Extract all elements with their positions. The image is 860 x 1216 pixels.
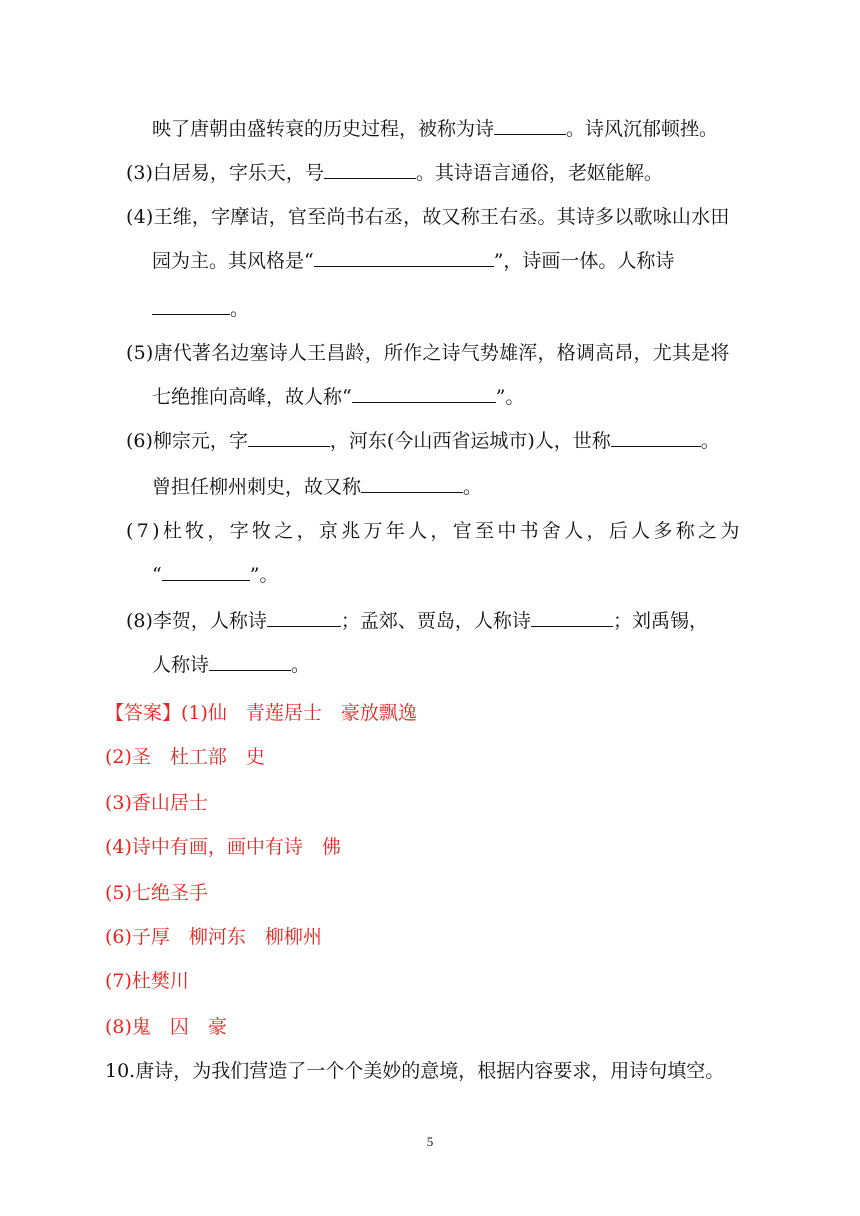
item-7: (7)杜牧，字牧之，京兆万年人，官至中书舍人，后人多称之为 xyxy=(126,520,743,542)
answer-6: (6)子厚 柳河东 柳柳州 xyxy=(105,926,322,948)
answer-1: 【答案】(1)仙 青莲居士 豪放飘逸 xyxy=(105,702,417,724)
text-line-1: 映了唐朝由盛转衰的历史过程，被称为诗 。诗风沉郁顿挫。 xyxy=(152,118,719,140)
fill-blank[interactable] xyxy=(267,608,341,627)
fill-blank[interactable] xyxy=(324,160,416,179)
item-4-cont2: 。 xyxy=(152,296,249,322)
fill-blank[interactable] xyxy=(209,652,291,671)
item-4-cont: 园为主。其风格是“ ”，诗画一体。人称诗 xyxy=(152,250,675,272)
fill-blank[interactable] xyxy=(152,296,230,315)
question-10: 10.唐诗，为我们营造了一个个美妙的意境，根据内容要求，用诗句填空。 xyxy=(105,1060,725,1082)
answer-5: (5)七绝圣手 xyxy=(105,882,208,904)
fill-blank[interactable] xyxy=(248,428,330,447)
item-6: (6)柳宗元，字 ，河东(今山西省运城市)人，世称 。 xyxy=(126,430,720,452)
answer-2: (2)圣 杜工部 史 xyxy=(105,746,265,768)
item-6-cont: 曾担任柳州刺史，故又称 。 xyxy=(152,476,483,498)
item-8: (8)李贺，人称诗 ；孟郊、贾岛，人称诗 ；刘禹锡， xyxy=(126,610,708,632)
fill-blank[interactable] xyxy=(494,116,566,135)
answer-8: (8)鬼 囚 豪 xyxy=(105,1016,227,1038)
item-5: (5)唐代著名边塞诗人王昌龄，所作之诗气势雄浑，格调高昂，尤其是将 xyxy=(126,342,730,364)
fill-blank[interactable] xyxy=(352,384,496,403)
item-4: (4)王维，字摩诘，官至尚书右丞，故又称王右丞。其诗多以歌咏山水田 xyxy=(126,206,730,228)
item-3: (3)白居易，字乐天，号 。其诗语言通俗，老妪能解。 xyxy=(126,162,663,184)
answer-3: (3)香山居士 xyxy=(105,792,208,814)
fill-blank[interactable] xyxy=(314,248,494,267)
fill-blank[interactable] xyxy=(361,474,463,493)
fill-blank[interactable] xyxy=(611,428,701,447)
item-7-cont: “ ”。 xyxy=(152,564,279,586)
page-number: 5 xyxy=(426,1134,434,1149)
item-8-cont: 人称诗 。 xyxy=(152,654,311,676)
answer-4: (4)诗中有画，画中有诗 佛 xyxy=(105,836,341,858)
answer-label: 【答案】 xyxy=(105,702,182,724)
fill-blank[interactable] xyxy=(162,562,250,581)
item-5-cont: 七绝推向高峰，故人称“ ”。 xyxy=(152,386,525,408)
fill-blank[interactable] xyxy=(531,608,613,627)
answer-7: (7)杜樊川 xyxy=(105,970,189,992)
